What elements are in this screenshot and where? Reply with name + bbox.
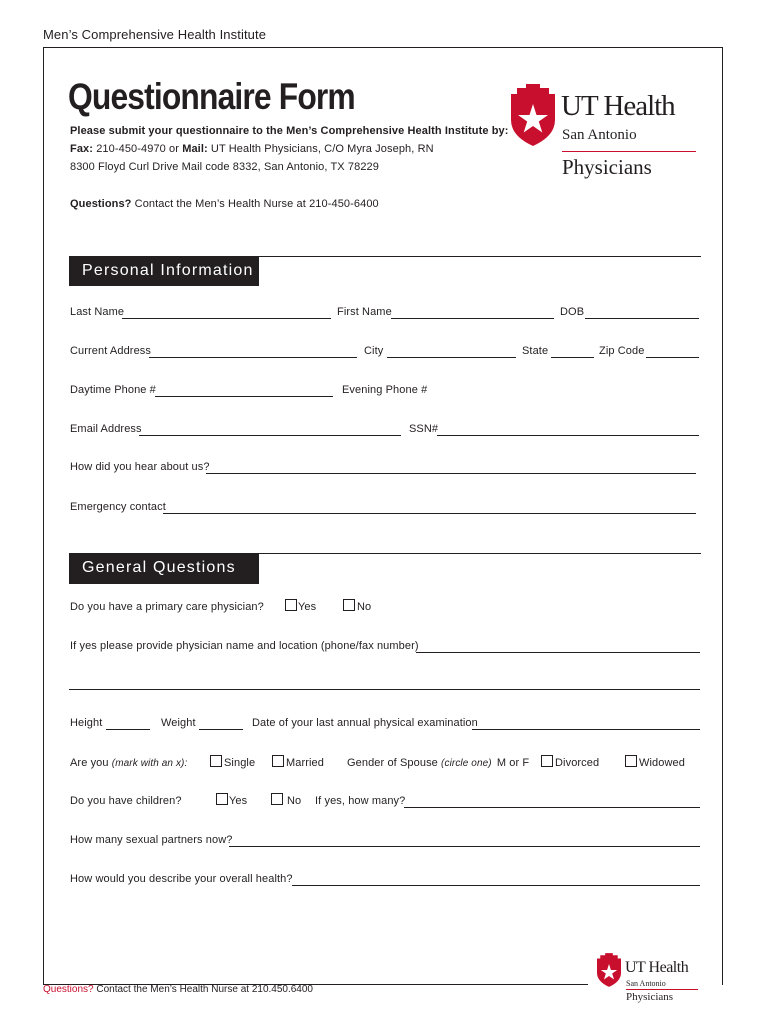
questions-text: Contact the Men’s Health Nurse at 210-450-6400 (134, 198, 379, 210)
footer-contact-text: Contact the Men’s Health Nurse at 210.450.6400 (96, 984, 313, 995)
sexual-partners-question: How many sexual partners now? (70, 834, 233, 846)
children-no-label: No (287, 795, 302, 807)
primary-no-checkbox[interactable] (343, 599, 355, 611)
logo-ut-health: UT Health (561, 90, 675, 122)
first-name-label: First Name (337, 306, 392, 318)
logo-physicians: Physicians (562, 155, 652, 179)
primary-yes-checkbox[interactable] (285, 599, 297, 611)
emergency-contact-label: Emergency contact (70, 501, 166, 513)
primary-no-label: No (357, 601, 372, 613)
daytime-phone-field[interactable] (155, 396, 333, 397)
footer-questions-label: Questions? (43, 984, 94, 995)
email-field[interactable] (139, 435, 401, 436)
state-label: State (522, 345, 549, 357)
weight-field[interactable] (199, 729, 243, 730)
overall-health-question: How would you describe your overall health? (70, 873, 293, 885)
are-you-text: Are you (70, 757, 109, 769)
how-many-children-label: If yes, how many? (315, 795, 406, 807)
footer-logo-divider (626, 989, 698, 990)
footer-logo-san-antonio: San Antonio (626, 979, 666, 988)
zip-label: Zip Code (599, 345, 645, 357)
physician-info-question: If yes please provide physician name and location (phone/fax number) (70, 640, 419, 652)
fax-text: 210-450-4970 or (96, 143, 180, 155)
logo-divider (562, 151, 696, 152)
fax-mail-line (70, 143, 434, 155)
dob-label: DOB (560, 306, 585, 318)
married-checkbox[interactable] (272, 755, 284, 767)
questions-label: Questions? (70, 198, 132, 210)
physician-info-field-2[interactable] (69, 689, 700, 690)
ssn-label: SSN# (409, 423, 439, 435)
submit-instructions: Please submit your questionnaire to the Men’s Comprehensive Health Institute by: (70, 125, 509, 137)
gender-spouse-label (347, 757, 529, 769)
dob-field[interactable] (585, 318, 699, 319)
primary-yes-label: Yes (298, 601, 317, 613)
logo-san-antonio: San Antonio (562, 127, 637, 143)
email-label: Email Address (70, 423, 142, 435)
circle-hint: (circle one) (441, 758, 492, 769)
last-name-label: Last Name (70, 306, 125, 318)
form-title: Questionnaire Form (68, 76, 355, 117)
zip-field[interactable] (646, 357, 699, 358)
sexual-partners-field[interactable] (229, 846, 700, 847)
last-exam-field[interactable] (472, 729, 700, 730)
mail-label: Mail: (182, 143, 208, 155)
shield-star-icon (511, 84, 555, 146)
last-name-field[interactable] (122, 318, 331, 319)
evening-phone-label: Evening Phone # (342, 384, 428, 396)
current-address-field[interactable] (149, 357, 357, 358)
how-many-children-field[interactable] (404, 807, 700, 808)
daytime-phone-label: Daytime Phone # (70, 384, 156, 396)
mark-hint: (mark with an x): (111, 758, 188, 769)
footer-shield-star-icon (597, 953, 621, 987)
current-address-label: Current Address (70, 345, 151, 357)
mail-text: UT Health Physicians, C/O Myra Joseph, RN (210, 143, 434, 155)
footer-logo (597, 953, 707, 1009)
physician-info-field[interactable] (416, 652, 700, 653)
footer-logo-ut-health: UT Health (625, 959, 689, 976)
emergency-contact-field[interactable] (163, 513, 696, 514)
state-field[interactable] (551, 357, 594, 358)
gender-spouse-text: Gender of Spouse (347, 757, 438, 769)
mail-address: 8300 Floyd Curl Drive Mail code 8332, San Antonio, TX 78229 (70, 161, 379, 173)
widowed-label: Widowed (639, 757, 685, 769)
primary-care-question: Do you have a primary care physician? (70, 601, 264, 613)
personal-section-heading: Personal Information (69, 257, 259, 286)
married-label: Married (286, 757, 324, 769)
hear-about-field[interactable] (206, 473, 696, 474)
height-label: Height (70, 717, 103, 729)
single-checkbox[interactable] (210, 755, 222, 767)
marital-status-label (70, 757, 187, 769)
weight-label: Weight (161, 717, 196, 729)
single-label: Single (224, 757, 256, 769)
children-yes-label: Yes (229, 795, 248, 807)
ut-health-logo (511, 84, 701, 184)
divorced-label: Divorced (555, 757, 600, 769)
children-yes-checkbox[interactable] (216, 793, 228, 805)
ssn-field[interactable] (437, 435, 699, 436)
institute-header: Men’s Comprehensive Health Institute (43, 27, 267, 42)
widowed-checkbox[interactable] (625, 755, 637, 767)
city-label: City (364, 345, 384, 357)
fax-label: Fax: (70, 143, 94, 155)
general-section-heading: General Questions (69, 554, 259, 584)
questions-contact (70, 198, 379, 210)
footer-logo-physicians: Physicians (626, 991, 674, 1003)
overall-health-field[interactable] (292, 885, 700, 886)
m-or-f[interactable]: M or F (496, 757, 530, 769)
hear-about-label: How did you hear about us? (70, 461, 210, 473)
first-name-field[interactable] (391, 318, 554, 319)
footer-contact (43, 984, 313, 995)
height-field[interactable] (106, 729, 150, 730)
divorced-checkbox[interactable] (541, 755, 553, 767)
city-field[interactable] (387, 357, 516, 358)
children-no-checkbox[interactable] (271, 793, 283, 805)
children-question: Do you have children? (70, 795, 182, 807)
last-exam-label: Date of your last annual physical examination (252, 717, 478, 729)
